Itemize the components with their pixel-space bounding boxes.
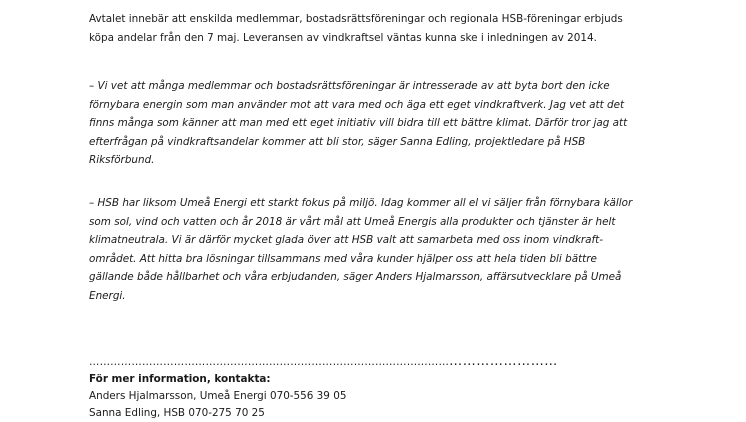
text-line: efterfrågan på vindkraftsandelar kommer att bli stor, säger Sanna Edling, projektledare på HSB — [89, 135, 586, 148]
text-line: området. Att hitta bra lösningar tillsammans med våra kunder hjälper oss att hela tiden bli bättre — [89, 252, 597, 265]
text-line: som sol, vind och vatten och år 2018 är vårt mål att Umeå Energis alla produkter och tjänster är helt — [89, 215, 616, 228]
quote-anders-hjalmarsson — [89, 194, 632, 305]
contact-anders-hjalmarsson: Anders Hjalmarsson, Umeå Energi 070-556 39 05 — [89, 390, 347, 402]
text-line: finns många som känner att man med ett eget initiativ vill bidra till ett bättre klimat. Därför tror jag att — [89, 117, 628, 129]
text-line: klimatneutrala. Vi är därför mycket glada över att HSB valt att samarbeta med oss inom vindkraft- — [89, 234, 603, 246]
text-line: förnybara energin som man använder mot att vara med och äga ett eget vindkraftverk. Jag vet att det — [89, 98, 625, 111]
contact-sanna-edling: Sanna Edling, HSB 070-275 70 25 — [89, 407, 265, 419]
text-line: köpa andelar från den 7 maj. Leveransen av vindkraftsel väntas kunna ske i inledningen av 2014. — [89, 31, 597, 44]
text-line: – HSB har liksom Umeå Energi ett starkt fokus på miljö. Idag kommer all el vi säljer från förnybara källor — [89, 197, 633, 209]
text-line: Riksförbund. — [89, 154, 155, 166]
separator-dots-small: ………………………………………………………………………………………… — [89, 356, 450, 368]
text-line: gällande både hållbarhet och våra erbjudanden, säger Anders Hjalmarsson, affärsutvecklare på Umeå — [89, 271, 622, 283]
quote-sanna-edling — [89, 77, 627, 170]
text-line: Avtalet innebär att enskilda medlemmar, bostadsrättsföreningar och regionala HSB-föreningar erbjuds — [89, 13, 623, 25]
text-line: – Vi vet att många medlemmar och bostadsrättsföreningar är intresserade av att byta bort den icke — [89, 80, 610, 92]
contact-heading: För mer information, kontakta: — [89, 373, 271, 385]
text-line: Energi. — [89, 289, 126, 302]
separator-dots-large: …………………… — [449, 354, 558, 369]
paragraph-agreement — [89, 10, 623, 47]
dotted-separator — [89, 354, 558, 369]
